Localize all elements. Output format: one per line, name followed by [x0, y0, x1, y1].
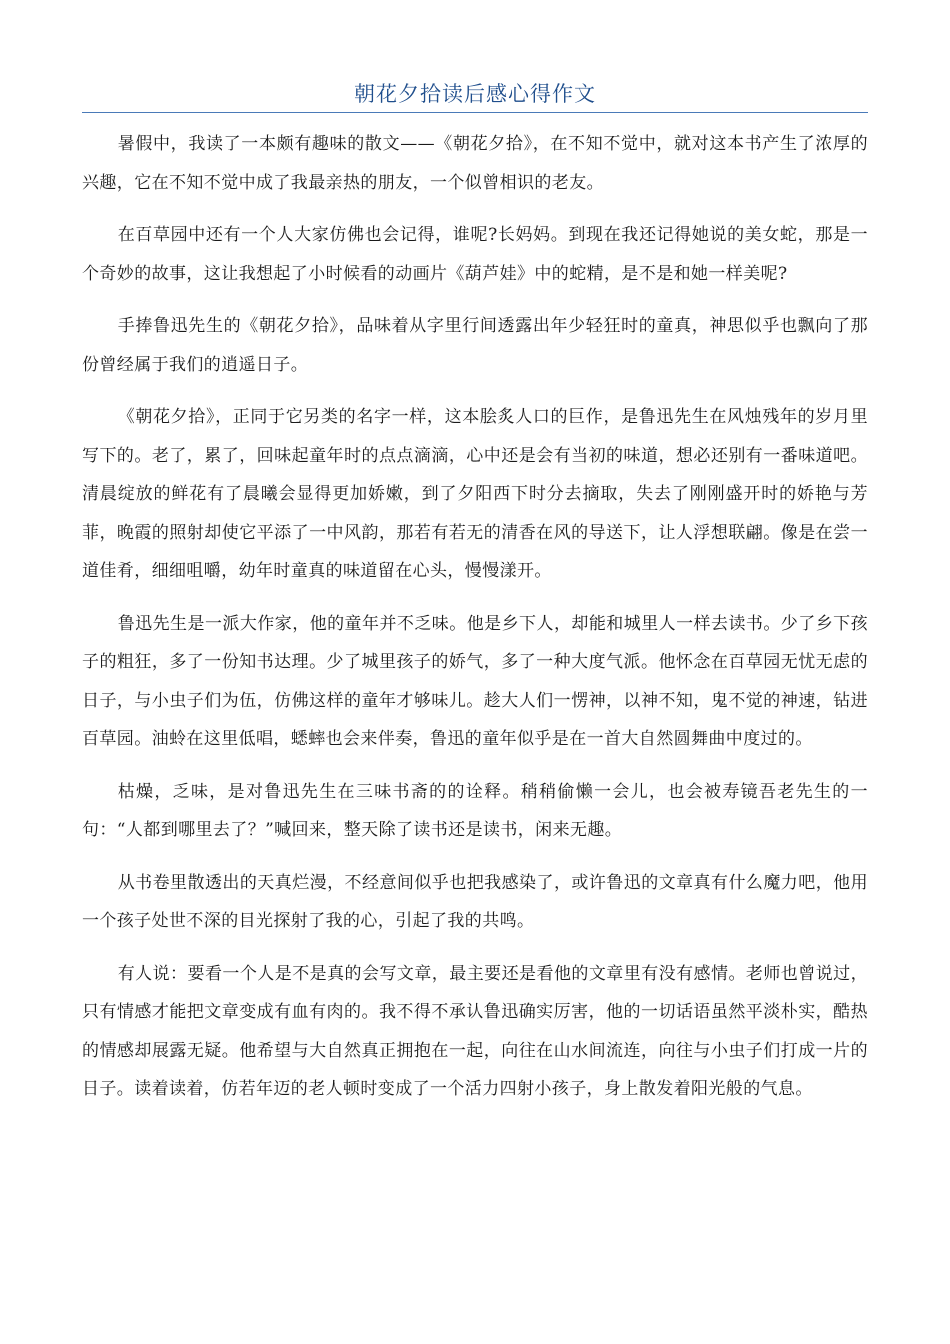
paragraph: 《朝花夕拾》，正同于它另类的名字一样，这本脍炙人口的巨作，是鲁迅先生在风烛残年的岁月里写下的。老了，累了，回味起童年时的点点滴滴，心中还是会有当初的味道，想必还别有一番味道吧。清晨绽放的鲜花有了晨曦会显得更加娇嫩，到了夕阳西下时分去摘取，失去了刚刚盛开时的娇艳与芳菲，晚霞的照射却使它平添了一中风韵，那若有若无的清香在风的导送下，让人浮想联翩。像是在尝一道佳肴，细细咀嚼，幼年时童真的味道留在心头，慢慢漾开。: [82, 407, 868, 581]
paragraph: 手捧鲁迅先生的《朝花夕拾》，品味着从字里行间透露出年少轻狂时的童真，神思似乎也飘向了那份曾经属于我们的逍遥日子。: [82, 316, 868, 375]
paragraph: 暑假中，我读了一本颇有趣味的散文——《朝花夕拾》，在不知不觉中，就对这本书产生了浓厚的兴趣，它在不知不觉中成了我最亲热的朋友，一个似曾相识的老友。: [82, 134, 868, 193]
document-page: [82, 78, 868, 1123]
paragraph: 枯燥，乏味，是对鲁迅先生在三味书斋的的诠释。稍稍偷懒一会儿，也会被寿镜吾老先生的一句：“人都到哪里去了？”喊回来，整天除了读书还是读书，闲来无趣。: [82, 781, 868, 840]
article-body: [82, 125, 868, 1109]
paragraph: 有人说：要看一个人是不是真的会写文章，最主要还是看他的文章里有没有感情。老师也曾说过，只有情感才能把文章变成有血有肉的。我不得不承认鲁迅确实厉害，他的一切话语虽然平淡朴实，酷热的情感却展露无疑。他希望与大自然真正拥抱在一起，向往在山水间流连，向往与小虫子们打成一片的日子。读着读着，仿若年迈的老人顿时变成了一个活力四射小孩子，身上散发着阳光般的气息。: [82, 963, 868, 1099]
paragraph: 在百草园中还有一个人大家仿佛也会记得，谁呢?长妈妈。到现在我还记得她说的美女蛇，那是一个奇妙的故事，这让我想起了小时候看的动画片《葫芦娃》中的蛇精，是不是和她一样美呢?: [82, 225, 868, 284]
paragraph: 鲁迅先生是一派大作家，他的童年并不乏味。他是乡下人，却能和城里人一样去读书。少了乡下孩子的粗狂，多了一份知书达理。少了城里孩子的娇气，多了一种大度气派。他怀念在百草园无忧无虑的日子，与小虫子们为伍，仿佛这样的童年才够味儿。趁大人们一愣神，以神不知，鬼不觉的神速，钻进百草园。油蛉在这里低唱，蟋蟀也会来伴奏，鲁迅的童年似乎是在一首大自然圆舞曲中度过的。: [82, 613, 868, 749]
paragraph: 从书卷里散透出的天真烂漫，不经意间似乎也把我感染了，或许鲁迅的文章真有什么魔力吧，他用一个孩子处世不深的目光探射了我的心，引起了我的共鸣。: [82, 872, 868, 931]
page-title: 朝花夕拾读后感心得作文: [82, 78, 868, 113]
